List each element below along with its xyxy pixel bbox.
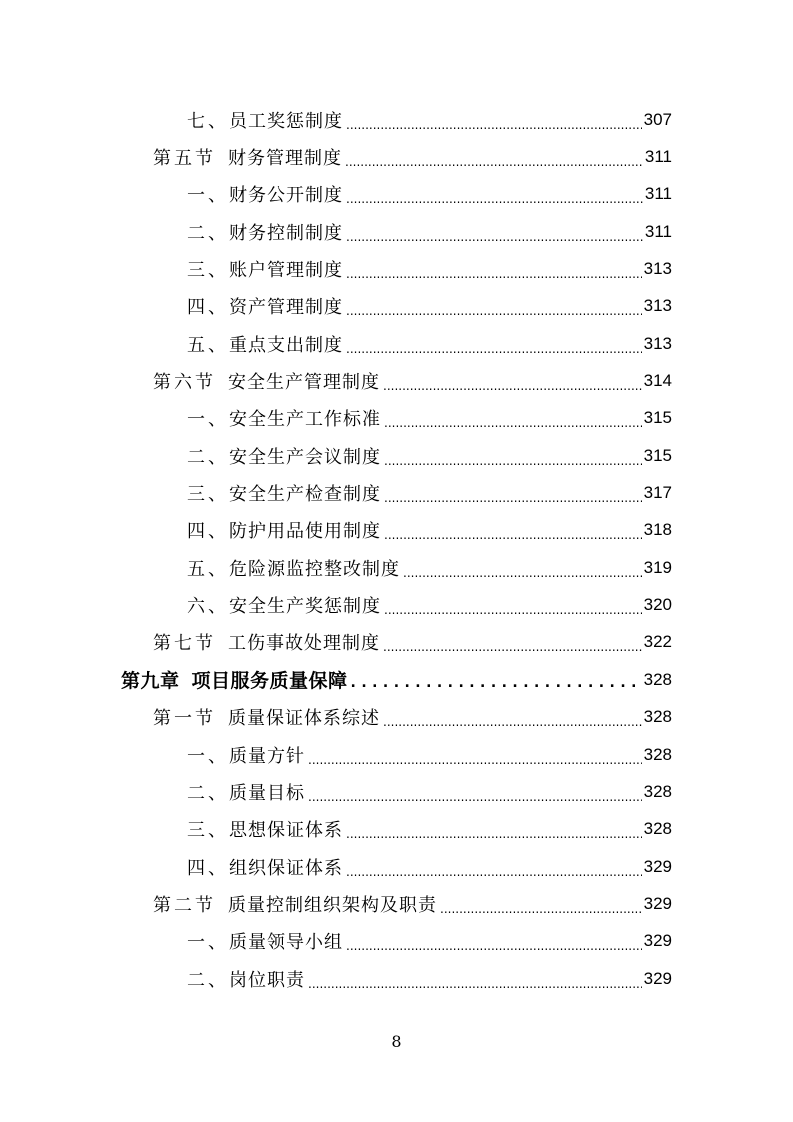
toc-entry-page: 315	[643, 408, 672, 428]
toc-entry-number: 第六节	[153, 372, 216, 394]
toc-entry-number: 二、	[187, 969, 229, 991]
toc-dot-leader	[346, 858, 642, 876]
toc-entry-page: 307	[643, 109, 672, 129]
toc-entry-number: 五、	[187, 558, 229, 580]
toc-entry-label	[187, 966, 305, 992]
toc-dot-leader	[308, 970, 642, 988]
toc-entry[interactable]	[0, 400, 793, 437]
toc-entry-label	[187, 592, 381, 618]
toc-dot-leader	[346, 335, 642, 353]
toc-entry[interactable]	[0, 325, 793, 362]
toc-entry-label	[187, 219, 343, 245]
toc-entry[interactable]	[0, 848, 793, 885]
toc-entry-title: 思想保证体系	[229, 820, 343, 842]
toc-entry-number: 一、	[187, 409, 229, 431]
toc-dot-leader	[384, 521, 642, 539]
toc-dot-leader	[384, 409, 642, 427]
toc-entry-title: 质量方针	[229, 745, 305, 767]
toc-entry-page: 315	[643, 445, 672, 465]
toc-entry[interactable]	[0, 138, 793, 175]
toc-entry-number: 二、	[187, 222, 229, 244]
toc-dot-leader	[346, 111, 642, 129]
toc-entry-title: 危险源监控整改制度	[229, 558, 400, 580]
toc-entry-chapter[interactable]	[0, 661, 793, 698]
toc-entry[interactable]	[0, 213, 793, 250]
toc-entry-number: 三、	[187, 484, 229, 506]
toc-entry-label	[121, 666, 348, 693]
toc-entry-number: 第九章	[121, 670, 180, 693]
toc-entry-number: 三、	[187, 260, 229, 282]
toc-entry-label	[187, 181, 343, 207]
toc-entry-label	[187, 854, 343, 880]
toc-entry-number: 二、	[187, 446, 229, 468]
toc-entry[interactable]	[0, 624, 793, 661]
toc-entry-page: 311	[644, 184, 672, 204]
table-of-contents	[0, 101, 793, 997]
toc-entry[interactable]	[0, 474, 793, 511]
toc-dot-leader	[345, 148, 643, 166]
toc-entry-page: 311	[644, 221, 672, 241]
toc-entry[interactable]	[0, 923, 793, 960]
toc-entry-title: 安全生产会议制度	[229, 446, 381, 468]
toc-entry-label	[153, 891, 437, 917]
toc-entry-label	[187, 443, 381, 469]
toc-entry-number: 第七节	[153, 633, 216, 655]
toc-entry-page: 329	[643, 893, 672, 913]
toc-entry-title: 质量保证体系综述	[228, 708, 380, 730]
toc-entry-title: 项目服务质量保障	[191, 670, 348, 693]
toc-entry[interactable]	[0, 437, 793, 474]
toc-entry-title: 质量控制组织架构及职责	[228, 894, 437, 916]
toc-dot-leader	[346, 185, 643, 203]
toc-entry-page: 319	[643, 557, 672, 577]
toc-entry-label	[187, 331, 343, 357]
toc-entry-number: 四、	[187, 521, 229, 543]
toc-entry-label	[153, 704, 380, 730]
toc-entry-number: 七、	[187, 110, 229, 132]
toc-entry-number: 第五节	[153, 148, 216, 170]
toc-entry-number: 第二节	[153, 894, 216, 916]
toc-dot-leader	[383, 372, 642, 390]
toc-entry-title: 安全生产管理制度	[228, 372, 380, 394]
toc-entry[interactable]	[0, 549, 793, 586]
toc-entry-title: 质量领导小组	[229, 932, 343, 954]
toc-dot-leader	[346, 260, 642, 278]
toc-entry-title: 质量目标	[229, 782, 305, 804]
toc-dot-leader	[403, 559, 642, 577]
toc-entry-title: 财务管理制度	[228, 148, 342, 170]
toc-entry-label	[187, 405, 381, 431]
toc-entry-title: 安全生产工作标准	[229, 409, 381, 431]
toc-entry-page: 318	[643, 520, 672, 540]
toc-entry-number: 四、	[187, 857, 229, 879]
toc-dot-leader	[346, 820, 642, 838]
toc-entry-title: 账户管理制度	[229, 260, 343, 282]
toc-entry-page: 311	[644, 147, 672, 167]
toc-entry-page: 317	[643, 483, 672, 503]
toc-entry-label	[153, 368, 380, 394]
toc-entry-page: 314	[643, 371, 672, 391]
toc-entry-number: 一、	[187, 745, 229, 767]
toc-entry-label	[187, 107, 343, 133]
toc-dot-leader	[346, 932, 642, 950]
toc-entry[interactable]	[0, 885, 793, 922]
toc-entry-page: 329	[643, 856, 672, 876]
toc-entry-number: 六、	[187, 596, 229, 618]
toc-dot-leader	[384, 447, 642, 465]
toc-entry-title: 岗位职责	[229, 969, 305, 991]
toc-entry-page: 313	[643, 296, 672, 316]
toc-entry[interactable]	[0, 101, 793, 138]
toc-dot-leader	[383, 633, 642, 651]
toc-dot-leader	[351, 671, 642, 689]
toc-entry-title: 组织保证体系	[229, 857, 343, 879]
toc-entry[interactable]	[0, 362, 793, 399]
toc-entry-page: 328	[643, 669, 672, 689]
toc-entry[interactable]	[0, 586, 793, 623]
toc-entry-page: 322	[643, 632, 672, 652]
toc-entry-page: 313	[643, 259, 672, 279]
toc-entry-page: 329	[643, 931, 672, 951]
toc-entry-label	[153, 629, 380, 655]
toc-dot-leader	[383, 708, 642, 726]
toc-entry-label	[187, 256, 343, 282]
toc-dot-leader	[346, 223, 643, 241]
toc-entry-title: 员工奖惩制度	[229, 110, 343, 132]
toc-entry-label	[153, 144, 342, 170]
toc-entry-title: 工伤事故处理制度	[228, 633, 380, 655]
toc-entry-label	[187, 555, 400, 581]
toc-entry-number: 五、	[187, 334, 229, 356]
toc-entry-label	[187, 480, 381, 506]
toc-entry-number: 三、	[187, 820, 229, 842]
toc-entry-number: 第一节	[153, 708, 216, 730]
toc-entry-title: 安全生产检查制度	[229, 484, 381, 506]
toc-dot-leader	[308, 746, 642, 764]
toc-entry-label	[187, 779, 305, 805]
toc-entry[interactable]	[0, 699, 793, 736]
toc-entry[interactable]	[0, 288, 793, 325]
toc-entry-page: 328	[643, 781, 672, 801]
toc-entry[interactable]	[0, 960, 793, 997]
toc-entry-title: 财务控制制度	[229, 222, 343, 244]
toc-entry[interactable]	[0, 736, 793, 773]
toc-entry[interactable]	[0, 176, 793, 213]
toc-dot-leader	[440, 895, 642, 913]
toc-entry-label	[187, 517, 381, 543]
toc-entry-title: 资产管理制度	[229, 297, 343, 319]
toc-entry-title: 安全生产奖惩制度	[229, 596, 381, 618]
toc-entry-page: 320	[643, 595, 672, 615]
toc-entry[interactable]	[0, 773, 793, 810]
toc-entry-title: 财务公开制度	[229, 185, 343, 207]
toc-entry-page: 328	[643, 707, 672, 727]
toc-entry-number: 四、	[187, 297, 229, 319]
toc-entry-number: 二、	[187, 782, 229, 804]
toc-entry-page: 329	[643, 968, 672, 988]
toc-entry-title: 重点支出制度	[229, 334, 343, 356]
toc-entry[interactable]	[0, 250, 793, 287]
toc-entry-page: 313	[643, 333, 672, 353]
toc-entry-label	[187, 742, 305, 768]
toc-dot-leader	[346, 297, 642, 315]
toc-entry-label	[187, 928, 343, 954]
toc-entry-title: 防护用品使用制度	[229, 521, 381, 543]
page-number: 8	[391, 1032, 402, 1051]
toc-entry-number: 一、	[187, 185, 229, 207]
toc-entry[interactable]	[0, 811, 793, 848]
toc-entry-label	[187, 816, 343, 842]
toc-entry-number: 一、	[187, 932, 229, 954]
toc-entry[interactable]	[0, 512, 793, 549]
toc-entry-label	[187, 293, 343, 319]
toc-dot-leader	[308, 783, 642, 801]
toc-entry-page: 328	[643, 819, 672, 839]
toc-dot-leader	[384, 484, 642, 502]
toc-dot-leader	[384, 596, 642, 614]
toc-entry-page: 328	[643, 744, 672, 764]
